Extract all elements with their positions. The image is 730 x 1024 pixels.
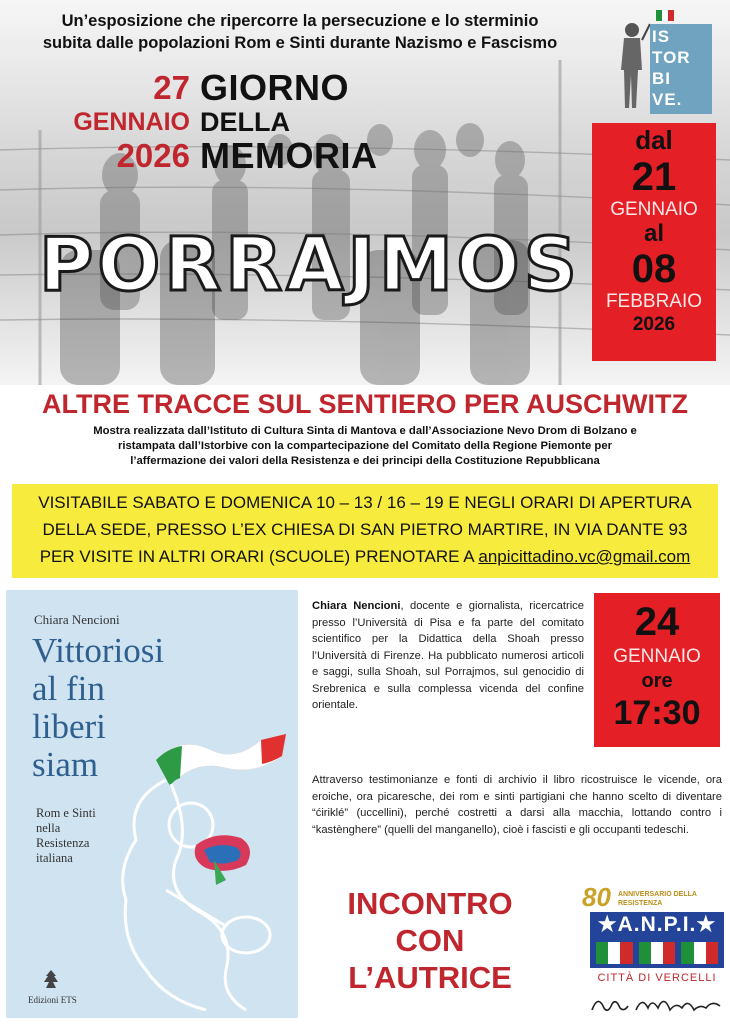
partisan-figure-icon: [612, 20, 652, 112]
start-month: GENNAIO: [610, 199, 698, 220]
della-word: DELLA: [200, 107, 290, 137]
incontro-line-1: INCONTRO: [347, 886, 513, 921]
exhibit-year: 2026: [632, 314, 676, 335]
istorbive-logo: [612, 8, 720, 112]
italian-flag-icon: [596, 942, 633, 964]
anpi-city: CITTÀ DI VERCELLI: [597, 972, 717, 984]
italian-flag-icon: [639, 942, 676, 964]
credits-line-2: ristampata dall’Istorbive con la compartecipazione del Comitato della Regione Piemonte per: [117, 440, 613, 452]
end-month: FEBBRAIO: [605, 291, 703, 312]
intro-line-1: Un’esposizione che ripercorre la persecuzione e lo sterminio: [61, 12, 539, 30]
event-day: 24: [634, 600, 680, 644]
author-name: Chiara Nencioni: [312, 600, 401, 612]
anpi-name: ★A.N.P.I.★: [597, 913, 717, 936]
italian-flag-icon: [656, 10, 674, 21]
book-publisher: Edizioni ETS: [28, 995, 77, 1005]
credits-line-3: l’affermazione dei valori della Resistenza e dei principi della Costituzione Repubblicana: [130, 455, 600, 467]
meet-the-author-heading: [320, 885, 540, 996]
visiting-line-2: DELLA SEDE, PRESSO L’EX CHIESA DI SAN PIETRO MARTIRE, IN VIA DANTE 93: [42, 520, 688, 539]
memorial-month: GENNAIO: [73, 108, 190, 136]
booking-text: PER VISITE IN ALTRI ORARI (SCUOLE) PRENOTARE A: [39, 547, 474, 566]
italian-flag-icon: [681, 942, 718, 964]
anpi-anniversary-text: ANNIVERSARIO DELLA RESISTENZA: [618, 891, 697, 907]
visiting-line-3: [12, 543, 718, 570]
publisher-emblem-icon: [40, 968, 62, 992]
anpi-logo: [578, 882, 728, 1022]
visiting-hours-banner: [12, 484, 718, 578]
event-date-box: [594, 593, 720, 747]
book-subtitle: Rom e Sinti nella Resistenza italiana: [36, 806, 96, 865]
author-bio: [312, 598, 584, 714]
event-month: GENNAIO: [613, 646, 701, 667]
start-day: 21: [631, 155, 677, 199]
incontro-line-3: L’AUTRICE: [348, 960, 512, 995]
exhibit-dates-box: [592, 123, 716, 361]
istorbive-logo-text: IS TOR BI VE.: [652, 27, 691, 109]
booking-email-link[interactable]: anpicittadino.vc@gmail.com: [478, 547, 691, 566]
giorno-della-memoria: [200, 67, 378, 176]
exhibition-credits: [20, 424, 710, 469]
main-title: PORRAJMOS: [39, 222, 581, 308]
credits-line-1: Mostra realizzata dall’Istituto di Cultura Sinta di Mantova e dall’Associazione Nevo Drom di Bolzano e: [93, 425, 637, 437]
book-cover: [6, 590, 298, 1018]
memorial-date: [60, 70, 190, 174]
exhibition-subtitle: ALTRE TRACCE SUL SENTIERO PER AUSCHWITZ: [41, 389, 688, 419]
book-author: Chiara Nencioni: [34, 612, 120, 627]
book-cover-illustration: [96, 720, 296, 1015]
anpi-flags: [590, 938, 724, 968]
author-bio-text: , docente e giornalista, ricercatrice presso l’Università di Pisa e fa parte del comitato scientifico per la Didattica della Shoah presso l’Università di Firenze. Ha pubblicato numerosi articoli e saggi, sulla Shoah, sul Porrajmos, sul genocidio di Srebrenica e sulla complessa vicenda del confine orientale.: [312, 600, 584, 711]
book-title: Vittoriosi al fin liberi siam: [32, 631, 165, 784]
dates-to-label: al: [643, 220, 664, 247]
end-day: 08: [631, 247, 677, 291]
memoria-word: MEMORIA: [200, 135, 378, 176]
incontro-line-2: CON: [395, 923, 465, 958]
event-ore-label: ore: [641, 670, 673, 692]
intro-line-2: subita dalle popolazioni Rom e Sinti durante Nazismo e Fascismo: [42, 34, 558, 52]
visiting-line-1: VISITABILE SABATO E DOMENICA 10 – 13 / 16 – 19 E NEGLI ORARI DI APERTURA: [38, 493, 692, 512]
dates-from-label: dal: [635, 125, 673, 155]
event-time: 17:30: [613, 694, 701, 732]
giorno-word: GIORNO: [200, 67, 350, 108]
book-description: Attraverso testimonianze e fonti di archivio il libro ricostruisce le vicende, ora eroiche, ora picaresche, dei rom e sinti partigiani che hanno scelto di diventare “ćiriklé” (uccellini), perché costretti a darsi alla macchia, lottando contro i “kastènghere” (quelli del manganello), cioè i fascisti e gli occupanti tedeschi.: [312, 774, 722, 836]
memorial-year: 2026: [116, 137, 190, 174]
intro-text: [0, 10, 600, 54]
anpi-80-number: 80: [582, 882, 611, 912]
memorial-day: 27: [153, 69, 190, 106]
handwritten-signature: [588, 988, 728, 1018]
